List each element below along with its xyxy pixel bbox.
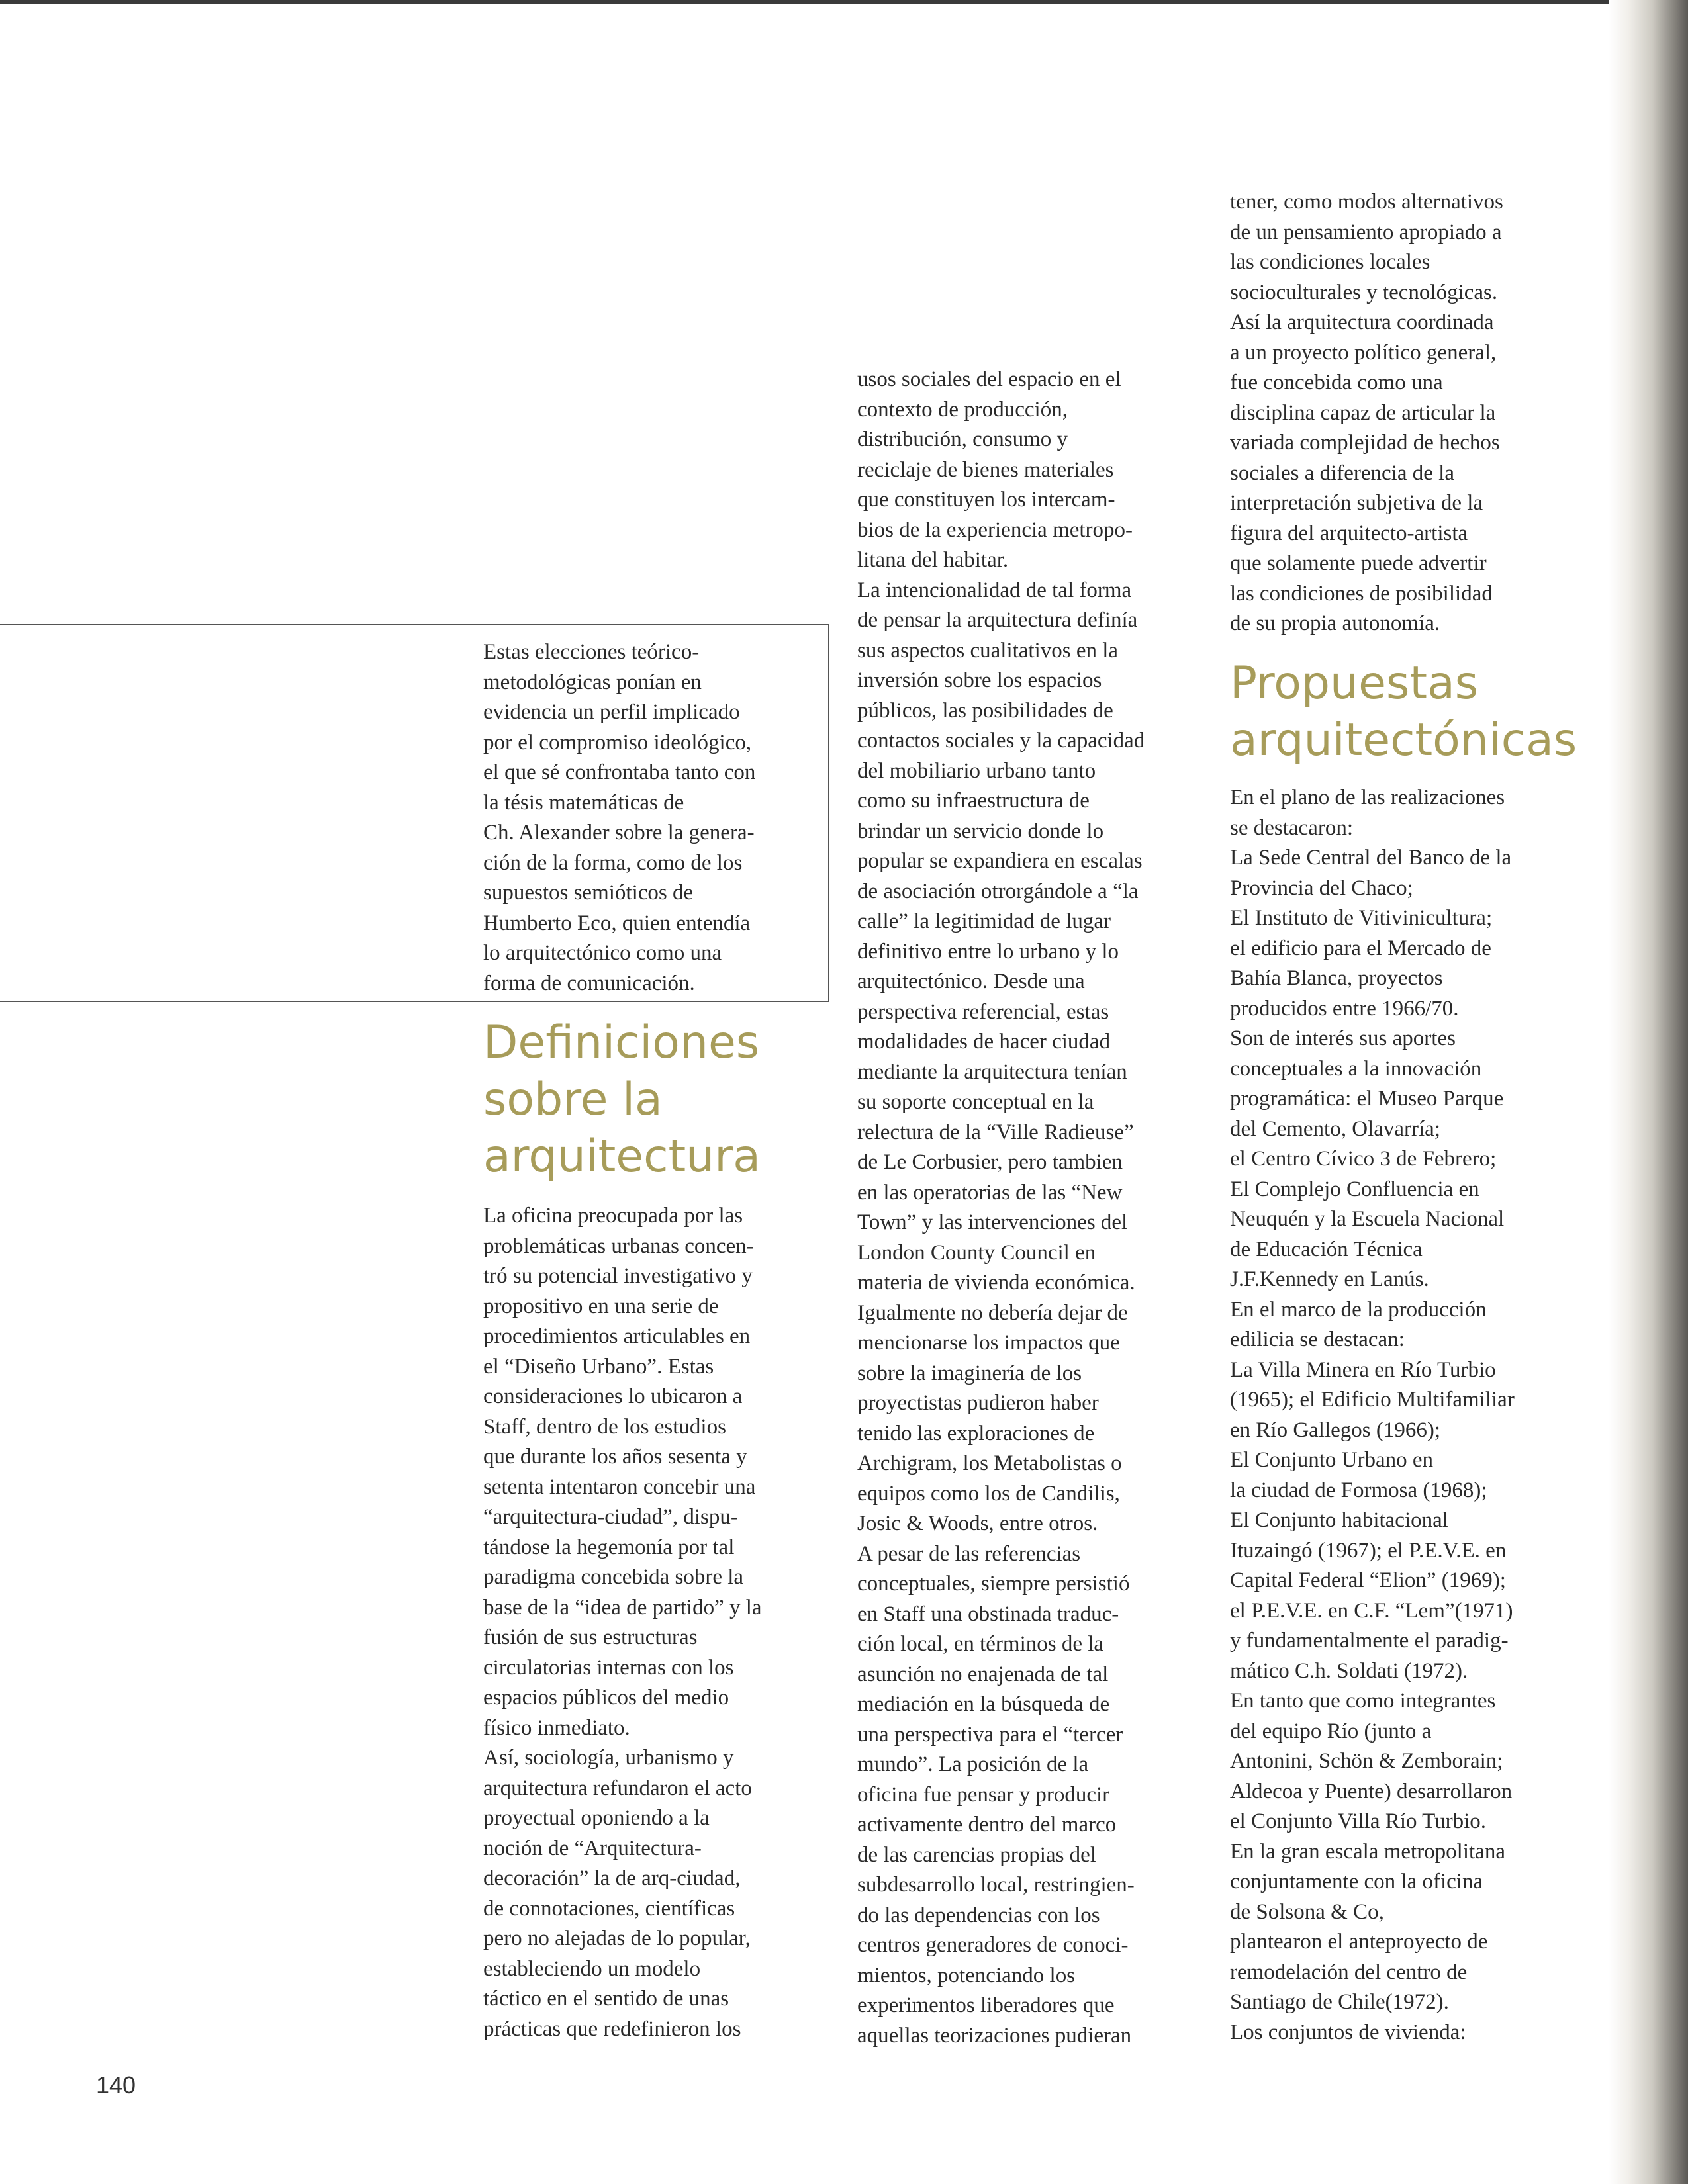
column2-body: usos sociales del espacio en el contexto de producción, distribución, consumo y reciclaje de bienes materiales que constituyen los intercam- bios de la experiencia metropo- litana del habitar. La intencionalidad de tal forma de pensar la arquitectura definía sus aspectos cualitativos en la inversión sobre los espacios públicos, las posibilidades de contactos sociales y la capacidad del mobiliario urbano tanto como su infraestructura de brindar un servicio donde lo popular se expandiera en escalas de asociación otrorgándole a “la calle” la legitimidad de lugar definitivo entre lo urbano y lo arquitectónico. Desde una perspectiva referencial, estas modalidades de hacer ciudad mediante la arquitectura tenían su soporte conceptual en la relectura de la “Ville Radieuse” de Le Corbusier, pero tambien en las operatorias de las “New Town” y las intervenciones del London County Council en materia de vivienda económica. Igualmente no debería dejar de mencionarse los impactos que sobre la imaginería de los proyectistas pudieron haber tenido las exploraciones de Archigram, los Metabolistas o equipos como los de Candilis, Josic & Woods, entre otros. A pesar de las referencias conceptuales, siempre persistió en Staff una obstinada traduc- ción local, en términos de la asunción no enajenada de tal mediación en la búsqueda de una perspectiva para el “tercer mundo”. La posición de la oficina fue pensar y producir activamente dentro del marco de las carencias propias del subdesarrollo local, restringien- do las dependencias con los centros generadores de conoci- mientos, potenciando los experimentos liberadores que aquellas teorizaciones pudieran — [857, 367, 1145, 2048]
column3-body-bottom: En el plano de las realizaciones se destacaron: La Sede Central del Banco de la Provincia del Chaco; El Instituto de Vitivinicultura; el edificio para el Mercado de Bahía Blanca, proyectos producidos entre 1966/70. Son de interés sus aportes conceptuales a la innovación programática: el Museo Parque del Cemento, Olavarría; el Centro Cívico 3 de Febrero; El Complejo Confluencia en Neuquén y la Escuela Nacional de Educación Técnica J.F.Kennedy en Lanús. En el marco de la producción edilicia se destacan: La Villa Minera en Río Turbio (1965); el Edificio Multifamiliar en Río Gallegos (1966); El Conjunto Urbano en la ciudad de Formosa (1968); El Conjunto habitacional Ituzaingó (1967); el P.E.V.E. en Capital Federal “Elion” (1969); el P.E.V.E. en C.F. “Lem”(1971) y fundamentalmente el paradig- mático C.h. Soldati (1972). En tanto que como integrantes del equipo Río (junto a Antonini, Schön & Zemborain; Aldecoa y Puente) desarrollaron el Conjunto Villa Río Turbio. En la gran escala metropolitana conjuntamente con la oficina de Solsona & Co, plantearon el anteproyecto de remodelación del centro de Santiago de Chile(1972). Los conjuntos de vivienda: — [1230, 786, 1515, 2044]
box-right-rule — [828, 624, 829, 1002]
section-heading-definiciones: Definiciones sobre la arquitectura — [483, 1017, 761, 1183]
box-bottom-rule — [0, 1001, 829, 1002]
column3-body-top: tener, como modos alternativos de un pensamiento apropiado a las condiciones locales socioculturales y tecnológicas. Así la arquitectura coordinada a un proyecto político general, fue concebida como una disciplina capaz de articular la variada complejidad de hechos sociales a diferencia de la interpretación subjetiva de la figura del arquitecto-artista que solamente puede advertir las condiciones de posibilidad de su propia autonomía. — [1230, 190, 1503, 635]
page-number: 140 — [96, 2071, 136, 2099]
box-top-rule — [0, 624, 829, 625]
sidebar-box-text: Estas elecciones teórico- metodológicas ponían en evidencia un perfil implicado por el compromiso ideológico, el que sé confrontaba tanto con la tésis matemáticas de Ch. Alexander sobre la genera- ción de la forma, como de los supuestos semióticos de Humberto Eco, quien entendía lo arquitectónico como una forma de comunicación. — [483, 640, 756, 995]
section-heading-propuestas: Propuestas arquitectónicas — [1230, 657, 1577, 766]
column1-body: La oficina preocupada por las problemáticas urbanas concen- tró su potencial investigativo y propositivo en una serie de procedimientos articulables en el “Diseño Urbano”. Estas consideraciones lo ubicaron a Staff, dentro de los estudios que durante los años sesenta y setenta intentaron concebir una “arquitectura-ciudad”, dispu- tándose la hegemonía por tal paradigma concebida sobre la base de la “idea de partido” y la fusión de sus estructuras circulatorias internas con los espacios públicos del medio físico inmediato. Así, sociología, urbanismo y arquitectura refundaron el acto proyectual oponiendo a la noción de “Arquitectura- decoración” la de arq-ciudad, de connotaciones, científicas pero no alejadas de lo popular, estableciendo un modelo táctico en el sentido de unas prácticas que redefinieron los — [483, 1204, 762, 2041]
top-edge-rule — [0, 0, 1609, 4]
page-gutter-shadow — [1609, 0, 1688, 2184]
